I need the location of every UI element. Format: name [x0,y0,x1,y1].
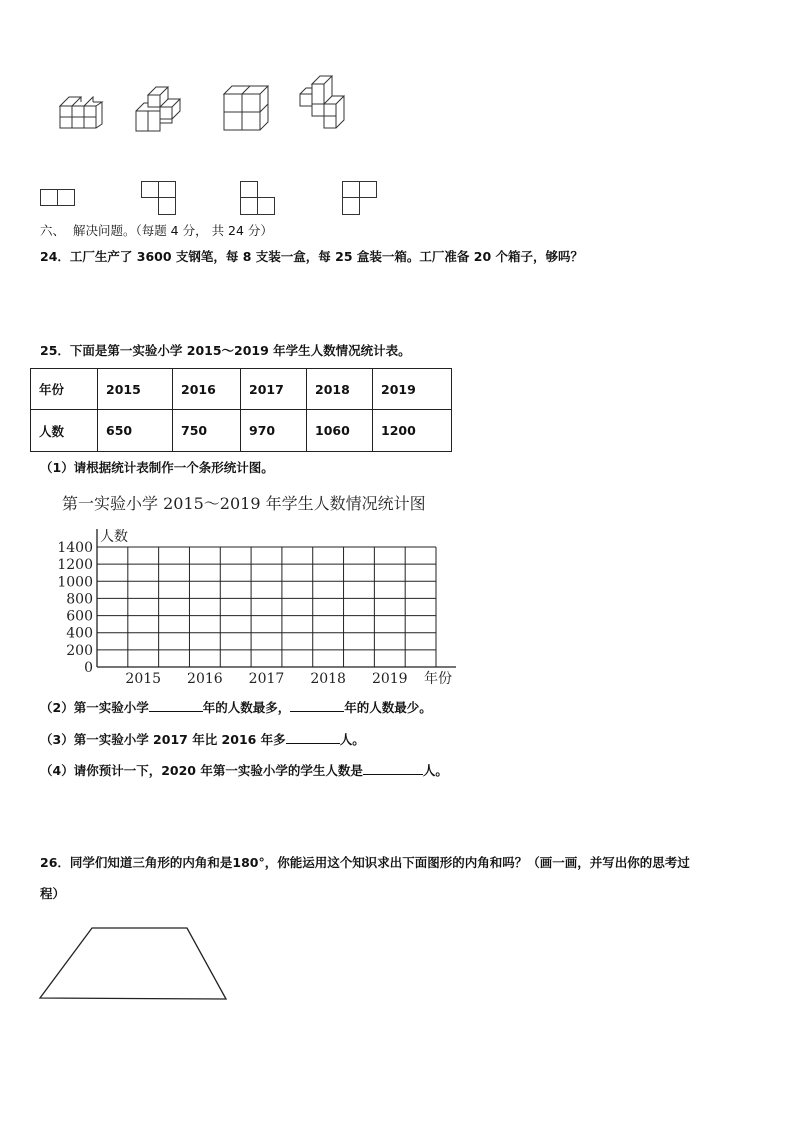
answer-blank[interactable] [149,699,203,712]
x-tick-label: 2019 [371,671,408,687]
trapezoid-figure [38,926,230,1002]
y-tick-label: 1400 [57,540,93,556]
part2-text-c: 年的人数最少。 [344,700,432,715]
table-cell-count: 650 [98,410,173,452]
part2-text-b: 年的人数最多， [202,700,291,715]
y-tick-label: 800 [66,591,93,608]
answer-blank[interactable] [290,699,344,712]
answer-blank[interactable] [286,731,340,744]
part4-text-a: （4）请你预计一下，2020 年第一实验小学的学生人数是 [40,763,363,778]
part3-text-a: （3）第一实验小学 2017 年比 2016 年多 [40,732,286,747]
question-25-part1: （1）请根据统计表制作一个条形统计图。 [40,460,274,475]
table-header-label: 年份 [31,369,98,410]
x-tick-label: 2017 [248,671,285,687]
table-cell-year: 2018 [307,369,373,410]
question-25-part4 [40,762,448,779]
table-cell-year: 2017 [241,369,307,410]
y-tick-label: 0 [84,660,93,676]
question-26-line2: 程） [40,886,66,901]
table-cell-count: 750 [173,410,241,452]
question-26-line1: 26．同学们知道三角形的内角和是180°，你能运用这个知识求出下面图形的内角和吗？（画一画，并写出你的思考过 [40,855,690,870]
question-25-part3 [40,731,365,748]
answer-blank[interactable] [363,762,423,775]
table-cell-count: 1200 [373,410,452,452]
table-cell-count: 970 [241,410,307,452]
part3-text-b: 人。 [339,732,365,747]
table-cell-year: 2015 [98,369,173,410]
question-25-intro: 25．下面是第一实验小学 2015～2019 年学生人数情况统计表。 [40,343,411,358]
question-25-part2 [40,699,432,716]
x-tick-label: 2016 [187,671,223,687]
y-tick-label: 1000 [57,574,93,591]
table-row-label: 人数 [31,410,98,452]
table-cell-year: 2016 [173,369,241,410]
part4-text-b: 人。 [422,763,448,778]
x-tick-label: 2015 [125,671,162,687]
table-cell-count: 1060 [307,410,373,452]
x-tick-label: 2018 [310,671,346,687]
part2-text-a: （2）第一实验小学 [40,700,149,715]
chart-title: 第一实验小学 2015～2019 年学生人数情况统计图 [62,494,426,513]
y-tick-label: 600 [66,608,93,625]
y-tick-label: 1200 [57,557,93,574]
y-tick-label: 200 [66,642,93,659]
x-axis-label: 年份 [424,671,452,687]
question-24: 24．工厂生产了 3600 支钢笔，每 8 支装一盒，每 25 盒装一箱。工厂准备 20 个箱子，够吗？ [40,249,583,264]
y-axis-label: 人数 [100,529,128,545]
y-tick-label: 400 [66,625,93,642]
section-heading: 六、 解决问题。（每题 4 分， 共 24 分） [40,223,273,238]
table-cell-year: 2019 [373,369,452,410]
